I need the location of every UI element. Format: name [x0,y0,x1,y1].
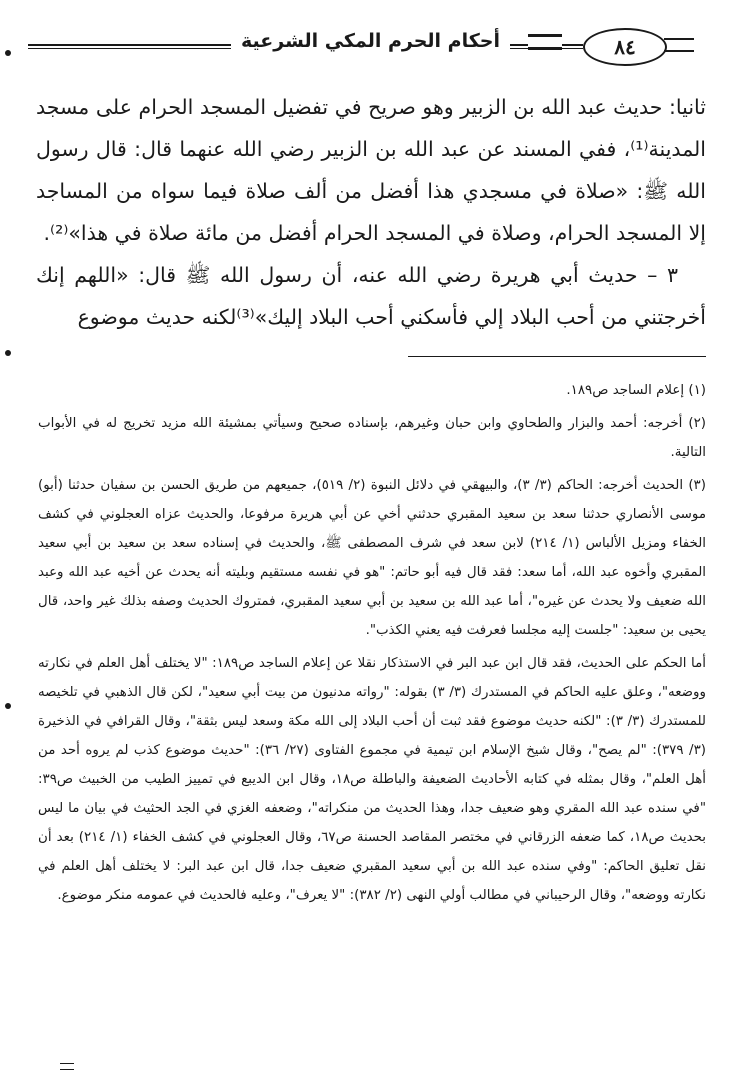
footnote: (٢) أخرجه: أحمد والبزار والطحاوي وابن حبان وغيرهم، بإسناده صحيح وسيأتي بمشيئة الله مزيد تخريج له في الأبواب التالية. [38,416,706,460]
page-header [28,24,720,68]
header-ornament [528,34,562,50]
book-title: أحكام الحرم المكي الشرعية [231,30,510,52]
paragraph: ٣ – حديث أبي هريرة رضي الله عنه، أن رسول الله ﷺ قال: «اللهم إنك أخرجتني من أحب البلاد إلي فأسكني أحب البلاد إليك»⁽³⁾لكنه حديث موضوع [36,263,706,329]
margin-dot [5,50,11,56]
main-text [36,86,706,338]
footnote-separator [408,356,706,357]
header-ornament [664,38,694,52]
footnote: (٣) الحديث أخرجه: الحاكم (٣/ ٣)، والبيهقي في دلائل النبوة (٢/ ٥١٩)، جميعهم من طريق الحسن بن سفيان حدثنا (أبو) موسى الأنصاري حدثنا سعد بن سعيد المقبري حدثني أخي عن أبي هريرة مرفوعا، والحديث عزاه العجلوني في كشف الخفاء ومزيل الألباس (١/ ٢١٤) لابن سعد في شرف المصطفى ﷺ، والحديث في إسناده سعد بن سعيد بن أبي سعيد المقبري وأخوه عبد الله، أما سعد: فقد قال فيه أبو حاتم: "هو في نفسه مستقيم وبليته أنه يحدث عن أخيه عبد الله وعبد الله ضعيف ولا يحدث عن غيره"، أما عبد الله بن سعيد بن أبي سعيد المقبري، فمتروك الحديث وصفه بذلك غير واحد، قال يحيى بن سعيد: "جلست إليه مجلسا فعرفت فيه يعني الكذب". [38,478,706,638]
footnote: (١) إعلام الساجد ص١٨٩. [566,383,706,398]
continuation-mark [60,1063,74,1070]
page-number: ٨٤ [583,28,667,66]
footnotes [38,376,706,910]
paragraph: ثانيا: حديث عبد الله بن الزبير وهو صريح في تفضيل المسجد الحرام على مسجد المدينة⁽¹⁾، ففي المسند عن عبد الله بن الزبير رضي الله عنهما قال: قال رسول الله ﷺ: «صلاة في مسجدي هذا أفضل من ألف صلاة فيما سواه من المساجد إلا المسجد الحرام، وصلاة في المسجد الحرام أفضل من مائة صلاة في هذا»⁽²⁾. [36,95,706,245]
margin-dot [5,350,11,356]
footnote: أما الحكم على الحديث، فقد قال ابن عبد البر في الاستذكار نقلا عن إعلام الساجد ص١٨٩: "لا يختلف أهل العلم في نكارته ووضعه"، وعلق عليه الحاكم في المستدرك (٣/ ٣) بقوله: "رواته مدنيون من بيت أبي سعيد"، لكن قال الذهبي في تلخيصه للمستدرك (٣/ ٣): "لكنه حديث موضوع فقد ثبت أن أحب البلاد إلى الله مكة وسعد ليس بثقة"، وقال القرافي في الذخيرة (٣/ ٣٧٩): "لم يصح"، وقال شيخ الإسلام ابن تيمية في مجموع الفتاوى (٢٧/ ٣٦): "حديث موضوع كذب لم يروه أحد من أهل العلم"، وقال بمثله في كتابه الأحاديث الضعيفة والباطلة ص١٨، وقال ابن الديبع في تمييز الطيب من الخبيث ص٣٩: "في سنده عبد الله المقري وهو ضعيف جدا، وهذا الحديث من منكراته"، وضعفه الغزي في الجد الحثيث في بيان ما ليس بحديث ص١٨، كما ضعفه الزرقاني في مختصر المقاصد الحسنة ص٦٧، وقال العجلوني في كشف الخفاء (١/ ٢١٤) بعد أن نقل تعليق الحاكم: "وفي سنده عبد الله بن أبي سعيد المقبري ضعيف جدا، قال ابن عبد البر: لا يختلف أهل العلم في نكارته ووضعه"، وقال الرحيباني في مطالب أولي النهى (٢/ ٣٨٢): "لا يعرف"، وعليه فالحديث في عمومه منكر موضوع. [38,656,707,903]
margin-dot [5,703,11,709]
